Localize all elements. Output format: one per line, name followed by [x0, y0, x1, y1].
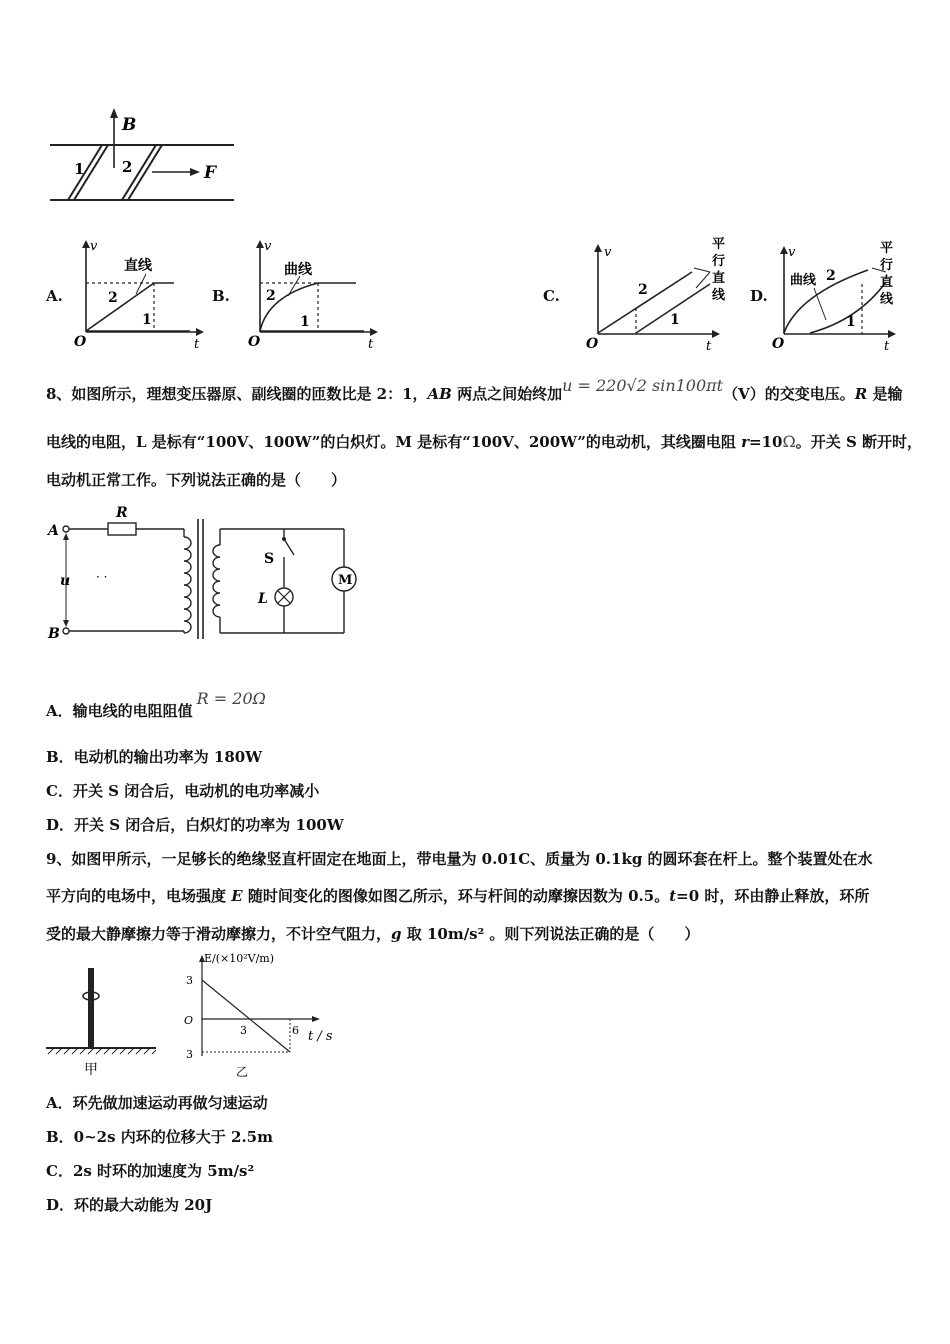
- graph-ylabel: E/(×10²V/m): [204, 952, 275, 965]
- transformer-circuit: [44, 505, 364, 645]
- q8-line-1: 8、如图所示，理想变压器原、副线圈的匝数比是 2：1，AB 两点之间始终加u = 220√2 sin100πt（V）的交变电压。R 是输: [46, 376, 903, 403]
- q8-option-b: B．电动机的输出功率为 180W: [46, 748, 263, 766]
- tick-x3: 3: [240, 1024, 247, 1037]
- q7a-curve-name: 直线: [124, 258, 152, 274]
- q7b-v: v: [264, 239, 272, 254]
- q7c-v: v: [604, 245, 612, 260]
- q7-option-d-label: D.: [750, 287, 768, 305]
- q8-line-3: 电动机正常工作。下列说法正确的是（ ）: [46, 471, 347, 489]
- fig-yi-label: 乙: [236, 1065, 249, 1079]
- q7d-c3: 直: [880, 275, 894, 290]
- graph-xlabel: t / s: [308, 1029, 333, 1044]
- q7-graph-c: [582, 232, 742, 352]
- q7-option-c-label: C.: [543, 287, 560, 305]
- dots: · ·: [96, 570, 108, 584]
- q7c-c4: 线: [712, 288, 726, 303]
- b-field-label: B: [122, 115, 137, 135]
- q7a-o: O: [74, 334, 87, 350]
- q7a-n1: 1: [142, 312, 152, 328]
- q7d-n2: 2: [826, 268, 836, 284]
- q9-line-1: 9、如图甲所示，一足够长的绝缘竖直杆固定在地面上，带电量为 0.01C、质量为 0.1kg 的圆环套在杆上。整个装置处在水: [46, 850, 873, 868]
- q7d-c4: 线: [880, 292, 894, 307]
- q8-option-d: D．开关 S 闭合后，白炽灯的功率为 100W: [46, 816, 344, 834]
- fig-jia-rod: [44, 962, 164, 1080]
- q7c-t: t: [706, 339, 712, 352]
- q7-graph-d: [768, 240, 928, 352]
- tick-y-bottom: 3: [186, 1048, 193, 1061]
- tick-y-top: 3: [186, 974, 193, 987]
- q7b-curve-name: 曲线: [284, 262, 312, 278]
- resistor-r-label: R: [116, 505, 128, 521]
- q7-option-b-label: B.: [212, 287, 230, 305]
- q9-option-d: D．环的最大动能为 20J: [46, 1196, 213, 1214]
- q9-option-c: C．2s 时环的加速度为 5m/s²: [46, 1162, 255, 1180]
- tick-x6: 6: [292, 1024, 299, 1037]
- terminal-b-label: B: [48, 626, 60, 642]
- terminal-a-label: A: [48, 523, 59, 539]
- q9-option-b: B．0~2s 内环的位移大于 2.5m: [46, 1128, 273, 1146]
- rod-2-label: 2: [122, 158, 133, 176]
- lamp-l-label: L: [258, 591, 268, 607]
- q7c-n1: 1: [670, 312, 680, 328]
- q8-voltage-formula: u = 220√2 sin100πt: [562, 376, 724, 395]
- q7a-v: v: [90, 239, 98, 254]
- q7d-c1: 平: [880, 241, 894, 256]
- q9-line-2: 平方向的电场中，电场强度 E 随时间变化的图像如图乙所示，环与杆间的动摩擦因数为 0.5。t=0 时，环由静止释放，环所: [46, 887, 870, 905]
- voltage-u-label: u: [60, 573, 71, 589]
- tick-o: O: [184, 1014, 194, 1027]
- q7c-c2: 行: [712, 254, 726, 269]
- q9-option-a: A．环先做加速运动再做匀速运动: [46, 1094, 268, 1112]
- q7d-curve-name: 曲线: [790, 273, 817, 288]
- q7c-o: O: [586, 336, 599, 352]
- q7-graph-a: [70, 236, 210, 351]
- q8-line-2: 电线的电阻，L 是标有“100V、100W”的白炽灯。M 是标有“100V、200W”的电动机，其线圈电阻 r=10Ω。开关 S 断开时，: [46, 432, 923, 451]
- switch-s-label: S: [264, 551, 275, 567]
- q8-option-a: A．输电线的电阻阻值R = 20Ω: [46, 689, 266, 720]
- q7d-v: v: [788, 245, 796, 260]
- q7d-o: O: [772, 336, 785, 352]
- q7b-n2: 2: [266, 288, 276, 304]
- fig-jia-label: 甲: [84, 1062, 98, 1078]
- motor-m-label: M: [338, 573, 353, 588]
- rod-1-label: 1: [74, 160, 85, 178]
- q7c-c3: 直: [712, 271, 726, 286]
- q8-option-c: C．开关 S 闭合后，电动机的电功率减小: [46, 782, 320, 800]
- rails-figure: [44, 108, 244, 208]
- q7c-c1: 平: [712, 237, 726, 252]
- q7-option-a-label: A.: [46, 287, 63, 305]
- q7b-t: t: [368, 337, 374, 351]
- e-t-line: [202, 980, 290, 1052]
- q7a-n2: 2: [108, 290, 118, 306]
- q7d-n1: 1: [846, 314, 856, 330]
- q7b-o: O: [248, 334, 261, 350]
- q7d-t: t: [884, 339, 890, 352]
- q7c-n2: 2: [638, 282, 648, 298]
- q7-graph-b: [244, 236, 384, 351]
- q9-line-3: 受的最大静摩擦力等于滑动摩擦力，不计空气阻力，g 取 10m/s² 。则下列说法正确的是（ ）: [46, 925, 700, 943]
- q7a-t: t: [194, 337, 200, 351]
- e-t-graph: [176, 952, 346, 1082]
- q7b-n1: 1: [300, 314, 310, 330]
- force-label: F: [204, 163, 217, 183]
- q7d-c2: 行: [880, 258, 894, 273]
